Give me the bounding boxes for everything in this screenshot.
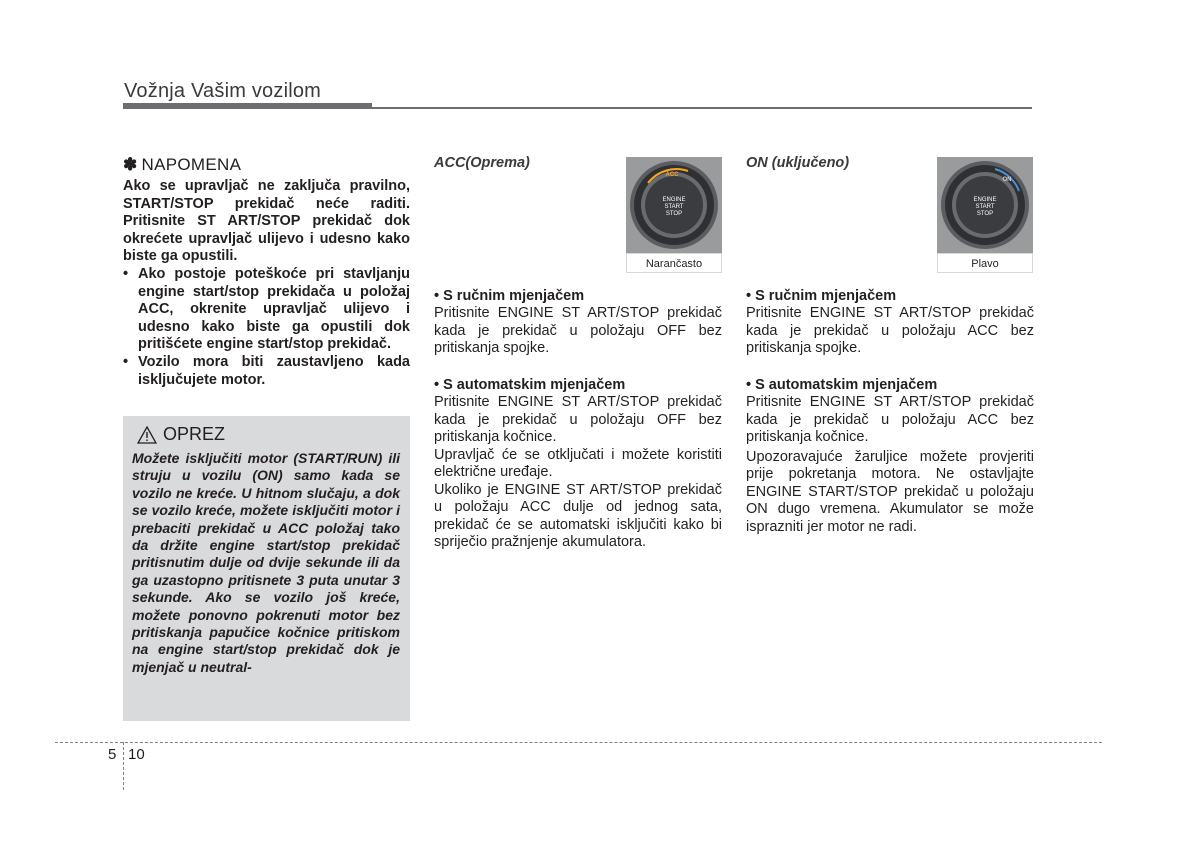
- on-button-photo: [937, 157, 1033, 273]
- bullet-icon: •: [123, 265, 129, 282]
- on-auto-text-2: Upozoravajuće žaruljice možete provjeriti prije pokretanja motora. Ne ostavljajte ENGINE START/STOP prekidač u položaju ON dugo vremena. Akumulator se može isprazniti jer motor ne radi.: [746, 448, 1034, 535]
- asterisk-icon: ✽: [123, 155, 138, 174]
- caution-title: OPREZ: [163, 424, 226, 444]
- page-number: 10: [128, 746, 145, 763]
- note-bullet-text: Ako postoje poteškoće pri stavljanju engine start/stop prekidača u položaj ACC, okrenite upravljač ulijevo i udesno kako biste ga opustili dok pritišćete engine start/stop prekidač.: [138, 265, 410, 353]
- note-title: [123, 155, 410, 175]
- note-title-text: NAPOMENA: [141, 155, 242, 174]
- button-text-line: ENGINE: [973, 197, 997, 203]
- button-text-line: STOP: [976, 211, 994, 217]
- header-rule-thin: [372, 107, 1032, 109]
- acc-manual-text: Pritisnite ENGINE ST ART/STOP prekidač kada je prekidač u položaju OFF bez pritiskanja spojke.: [434, 305, 722, 356]
- warning-triangle-icon: [137, 426, 157, 444]
- acc-photo-caption: Narančasto: [626, 253, 722, 273]
- note-paragraph: Ako se upravljač ne zaključa pravilno, START/STOP prekidač neće raditi. Pritisnite ST ART/STOP prekidač dok okrećete upravljač ulijevo i udesno kako biste ga opustili.: [123, 178, 410, 265]
- chapter-number: 5: [108, 746, 117, 763]
- acc-heading: ACC(Oprema): [434, 155, 530, 171]
- button-text-line: ENGINE: [662, 197, 686, 203]
- acc-auto-text-1: Pritisnite ENGINE ST ART/STOP prekidač kada je prekidač u položaju OFF bez pritiskanja kočnice.: [434, 394, 722, 445]
- on-auto-text-1: Pritisnite ENGINE ST ART/STOP prekidač kada je prekidač u položaju ACC bez pritiskanja kočnice.: [746, 394, 1034, 445]
- header-rule-thick: [123, 103, 372, 109]
- acc-auto-text-3: Ukoliko je ENGINE ST ART/STOP prekidač u položaju ACC dulje od jednog sata, prekidač će se automatski isključiti kako bi spriječio pražnjenje akumulatora.: [434, 481, 722, 550]
- on-ring-label: ON: [1002, 177, 1012, 183]
- acc-ring-label: ACC: [665, 172, 679, 178]
- on-heading: ON (uključeno): [746, 155, 850, 171]
- engine-start-button-icon: [626, 157, 722, 253]
- note-bullet: [123, 266, 410, 354]
- bullet-icon: •: [123, 353, 129, 370]
- caution-box: [123, 416, 410, 721]
- button-text-line: START: [975, 204, 995, 210]
- engine-start-button-icon: [937, 157, 1033, 253]
- note-bullet-text: Vozilo mora biti zaustavljeno kada isključujete motor.: [138, 353, 410, 388]
- acc-auto-text-2: Upravljač će se otključati i možete koristiti električne uređaje.: [434, 446, 722, 480]
- footer-divider: [55, 742, 1102, 743]
- on-manual-heading: • S ručnim mjenjačem: [746, 287, 897, 304]
- note-section: [123, 155, 410, 389]
- caution-text: Možete isključiti motor (START/RUN) ili struju u vozilu (ON) samo kada se vozilo ne kreće. U hitnom slučaju, a dok se vozilo kreće, možete isključiti motor i prebaciti prekidač u ACC položaj tako da držite engine start/stop prekidač pritisnutim dulje od dvije sekunde ili da ga uzastopno pritisnete 3 puta unutar 3 sekunde. Ako se vozilo još kreće, možete ponovno pokrenuti motor bez pritiskanja papučice kočnice pritiskom na engine start/stop prekidač dok je mjenjač u neutral-: [132, 450, 400, 675]
- acc-button-photo: [626, 157, 722, 273]
- on-auto-heading: • S automatskim mjenjačem: [746, 376, 938, 393]
- caution-heading: [137, 424, 225, 445]
- note-bullets: [123, 266, 410, 389]
- on-photo-caption: Plavo: [937, 253, 1033, 273]
- acc-manual-heading: • S ručnim mjenjačem: [434, 287, 585, 304]
- on-manual-text: Pritisnite ENGINE ST ART/STOP prekidač kada je prekidač u položaju ACC bez pritiskanja spojke.: [746, 305, 1034, 356]
- footer-vertical-divider: [123, 742, 124, 790]
- button-text-line: START: [664, 204, 684, 210]
- engine-start-button-image: [937, 157, 1033, 253]
- engine-start-button-image: [626, 157, 722, 253]
- page-section-title: Vožnja Vašim vozilom: [124, 80, 322, 102]
- note-bullet: [123, 354, 410, 389]
- button-text-line: STOP: [665, 211, 683, 217]
- acc-auto-heading: • S automatskim mjenjačem: [434, 376, 626, 393]
